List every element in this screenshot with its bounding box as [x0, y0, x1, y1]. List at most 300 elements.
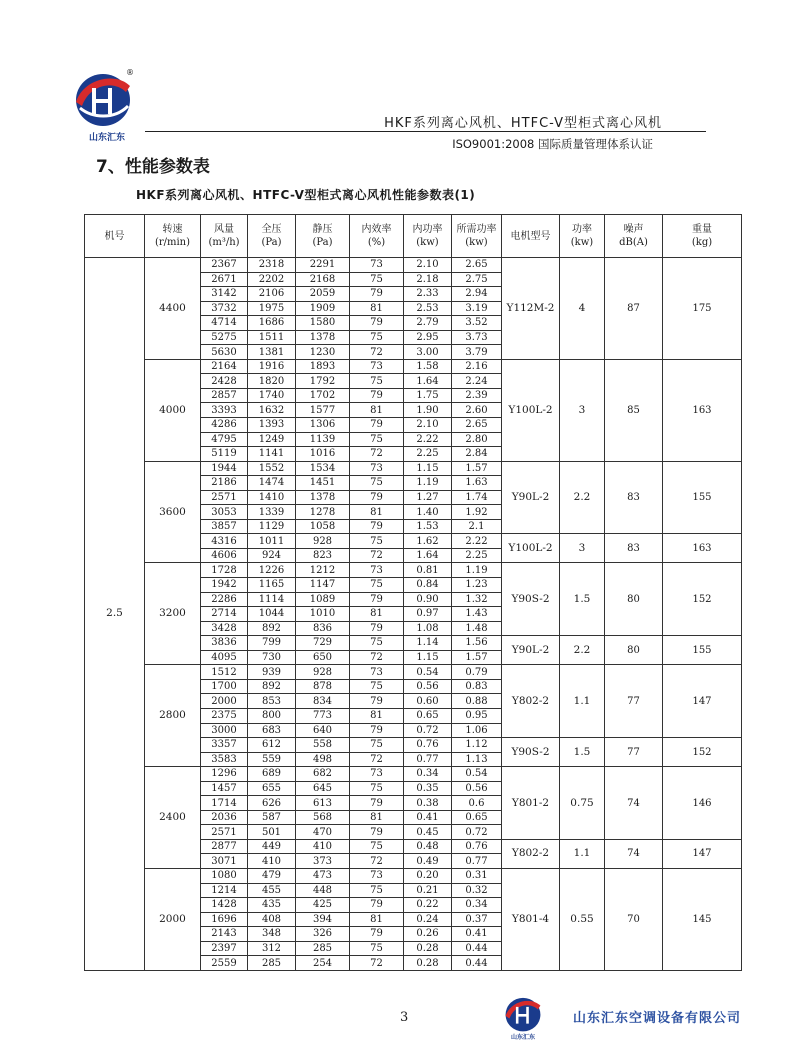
data-cell: 2164: [201, 359, 248, 374]
motor-power-cell: 2.2: [560, 636, 605, 665]
data-cell: 79: [350, 388, 404, 403]
data-cell: 0.34: [452, 898, 502, 913]
data-cell: 81: [350, 403, 404, 418]
data-cell: 75: [350, 781, 404, 796]
data-cell: 72: [350, 345, 404, 360]
data-cell: 1.15: [404, 650, 452, 665]
data-cell: 0.79: [452, 665, 502, 680]
data-cell: 1700: [201, 679, 248, 694]
data-cell: 0.77: [452, 854, 502, 869]
data-cell: 1.92: [452, 505, 502, 520]
motor-model-cell: Y801-4: [502, 868, 560, 970]
data-cell: 924: [248, 548, 296, 563]
noise-cell: 83: [605, 534, 663, 563]
data-cell: 4286: [201, 418, 248, 433]
data-cell: 0.60: [404, 694, 452, 709]
data-cell: 0.88: [452, 694, 502, 709]
data-cell: 4316: [201, 534, 248, 549]
data-cell: 0.31: [452, 868, 502, 883]
data-cell: 3857: [201, 519, 248, 534]
noise-cell: 70: [605, 868, 663, 970]
data-cell: 823: [296, 548, 350, 563]
data-cell: 81: [350, 912, 404, 927]
data-cell: 2.22: [404, 432, 452, 447]
data-cell: 928: [296, 534, 350, 549]
data-cell: 2571: [201, 825, 248, 840]
data-cell: 0.65: [404, 708, 452, 723]
data-cell: 1129: [248, 519, 296, 534]
company-name: 山东汇东空调设备有限公司: [573, 1011, 742, 1026]
data-cell: 1214: [201, 883, 248, 898]
data-cell: 1044: [248, 607, 296, 622]
data-cell: 79: [350, 490, 404, 505]
noise-cell: 80: [605, 563, 663, 636]
footer-logo-emblem-icon: [500, 994, 546, 1034]
column-header: 机号: [85, 215, 145, 258]
data-cell: 1114: [248, 592, 296, 607]
motor-power-cell: 1.1: [560, 665, 605, 738]
data-cell: 0.72: [404, 723, 452, 738]
data-cell: 1632: [248, 403, 296, 418]
speed-cell: 4400: [145, 258, 201, 360]
data-cell: 79: [350, 898, 404, 913]
data-cell: 2559: [201, 956, 248, 971]
data-cell: 1696: [201, 912, 248, 927]
noise-cell: 80: [605, 636, 663, 665]
data-cell: 773: [296, 708, 350, 723]
data-cell: 1457: [201, 781, 248, 796]
weight-cell: 155: [663, 461, 742, 534]
table-row: [85, 563, 742, 578]
data-cell: 683: [248, 723, 296, 738]
column-header: 全压 (Pa): [248, 215, 296, 258]
data-cell: 312: [248, 941, 296, 956]
data-cell: 799: [248, 636, 296, 651]
data-cell: 2367: [201, 258, 248, 273]
data-cell: 79: [350, 927, 404, 942]
data-cell: 75: [350, 636, 404, 651]
data-cell: 2714: [201, 607, 248, 622]
data-cell: 0.6: [452, 796, 502, 811]
noise-cell: 87: [605, 258, 663, 360]
data-cell: 928: [296, 665, 350, 680]
data-cell: 2.18: [404, 272, 452, 287]
data-cell: 0.56: [452, 781, 502, 796]
data-cell: 410: [248, 854, 296, 869]
data-cell: 1.64: [404, 548, 452, 563]
data-cell: 410: [296, 839, 350, 854]
data-cell: 0.28: [404, 956, 452, 971]
data-cell: 2.33: [404, 287, 452, 302]
footer-logo: [500, 994, 546, 1046]
data-cell: 1686: [248, 316, 296, 331]
data-cell: 81: [350, 607, 404, 622]
data-cell: 1393: [248, 418, 296, 433]
data-cell: 75: [350, 941, 404, 956]
data-cell: 1728: [201, 563, 248, 578]
data-cell: 2375: [201, 708, 248, 723]
data-cell: 1226: [248, 563, 296, 578]
noise-cell: 74: [605, 839, 663, 868]
data-cell: 655: [248, 781, 296, 796]
data-cell: 0.21: [404, 883, 452, 898]
data-cell: 5119: [201, 447, 248, 462]
data-cell: 79: [350, 316, 404, 331]
data-cell: 2.94: [452, 287, 502, 302]
motor-power-cell: 1.5: [560, 563, 605, 636]
motor-model-cell: Y90L-2: [502, 636, 560, 665]
data-cell: 1.32: [452, 592, 502, 607]
data-cell: 1296: [201, 767, 248, 782]
data-cell: 1010: [296, 607, 350, 622]
motor-power-cell: 4: [560, 258, 605, 360]
data-cell: 568: [296, 810, 350, 825]
data-cell: 1.15: [404, 461, 452, 476]
motor-power-cell: 0.75: [560, 767, 605, 840]
data-cell: 0.45: [404, 825, 452, 840]
column-header: 重量 (kg): [663, 215, 742, 258]
weight-cell: 145: [663, 868, 742, 970]
table-row: [85, 258, 742, 273]
data-cell: 1511: [248, 330, 296, 345]
logo-emblem-icon: [70, 68, 136, 130]
data-cell: 2.75: [452, 272, 502, 287]
data-cell: 81: [350, 301, 404, 316]
data-cell: 2.24: [452, 374, 502, 389]
speed-cell: 4000: [145, 359, 201, 461]
motor-model-cell: Y802-2: [502, 839, 560, 868]
data-cell: 0.56: [404, 679, 452, 694]
data-cell: 729: [296, 636, 350, 651]
data-cell: 1147: [296, 578, 350, 593]
motor-model-cell: Y90S-2: [502, 738, 560, 767]
data-cell: 2.16: [452, 359, 502, 374]
data-cell: 2857: [201, 388, 248, 403]
data-cell: 1165: [248, 578, 296, 593]
data-cell: 79: [350, 418, 404, 433]
data-cell: 1.57: [452, 461, 502, 476]
data-cell: 1.75: [404, 388, 452, 403]
performance-table: [84, 214, 742, 971]
data-cell: 285: [248, 956, 296, 971]
data-cell: 81: [350, 505, 404, 520]
data-cell: 2.84: [452, 447, 502, 462]
motor-power-cell: 2.2: [560, 461, 605, 534]
data-cell: 2318: [248, 258, 296, 273]
data-cell: 72: [350, 956, 404, 971]
data-cell: 1.40: [404, 505, 452, 520]
data-cell: 75: [350, 578, 404, 593]
motor-model-cell: Y802-2: [502, 665, 560, 738]
column-header: 转速 (r/min): [145, 215, 201, 258]
data-cell: 448: [296, 883, 350, 898]
data-cell: 1378: [296, 490, 350, 505]
data-cell: 3393: [201, 403, 248, 418]
data-cell: 558: [296, 738, 350, 753]
data-cell: 435: [248, 898, 296, 913]
data-cell: 73: [350, 258, 404, 273]
data-cell: 612: [248, 738, 296, 753]
speed-cell: 3200: [145, 563, 201, 665]
data-cell: 682: [296, 767, 350, 782]
table-row: [85, 767, 742, 782]
data-cell: 853: [248, 694, 296, 709]
data-cell: 72: [350, 447, 404, 462]
data-cell: 1.06: [452, 723, 502, 738]
data-cell: 408: [248, 912, 296, 927]
data-cell: 0.22: [404, 898, 452, 913]
data-cell: 2202: [248, 272, 296, 287]
data-cell: 1.08: [404, 621, 452, 636]
noise-cell: 77: [605, 738, 663, 767]
table-header-row: [85, 215, 742, 258]
motor-model-cell: Y801-2: [502, 767, 560, 840]
data-cell: 0.44: [452, 956, 502, 971]
data-cell: 1792: [296, 374, 350, 389]
column-header: 噪声 dB(A): [605, 215, 663, 258]
motor-model-cell: Y112M-2: [502, 258, 560, 360]
data-cell: 0.76: [452, 839, 502, 854]
data-cell: 800: [248, 708, 296, 723]
data-cell: 836: [296, 621, 350, 636]
data-cell: 3.52: [452, 316, 502, 331]
data-cell: 1714: [201, 796, 248, 811]
data-cell: 626: [248, 796, 296, 811]
data-cell: 2.25: [452, 548, 502, 563]
data-cell: 1016: [296, 447, 350, 462]
data-cell: 3428: [201, 621, 248, 636]
data-cell: 1381: [248, 345, 296, 360]
registered-mark: ®: [126, 68, 134, 77]
data-cell: 72: [350, 854, 404, 869]
data-cell: 1.12: [452, 738, 502, 753]
data-cell: 2571: [201, 490, 248, 505]
data-cell: 79: [350, 592, 404, 607]
data-cell: 75: [350, 839, 404, 854]
data-cell: 2.65: [452, 258, 502, 273]
data-cell: 892: [248, 621, 296, 636]
data-cell: 2428: [201, 374, 248, 389]
data-cell: 473: [296, 868, 350, 883]
data-cell: 2671: [201, 272, 248, 287]
data-cell: 81: [350, 708, 404, 723]
data-cell: 254: [296, 956, 350, 971]
data-cell: 1.19: [404, 476, 452, 491]
data-cell: 0.32: [452, 883, 502, 898]
data-cell: 0.41: [404, 810, 452, 825]
data-cell: 0.54: [404, 665, 452, 680]
data-cell: 2877: [201, 839, 248, 854]
weight-cell: 147: [663, 839, 742, 868]
data-cell: 72: [350, 752, 404, 767]
data-cell: 3.00: [404, 345, 452, 360]
noise-cell: 83: [605, 461, 663, 534]
motor-power-cell: 3: [560, 359, 605, 461]
data-cell: 501: [248, 825, 296, 840]
column-header: 功率 (kw): [560, 215, 605, 258]
data-cell: 285: [296, 941, 350, 956]
data-cell: 2.10: [404, 418, 452, 433]
data-cell: 0.41: [452, 927, 502, 942]
data-cell: 1.23: [452, 578, 502, 593]
data-cell: 1.64: [404, 374, 452, 389]
data-cell: 2168: [296, 272, 350, 287]
data-cell: 1141: [248, 447, 296, 462]
motor-model-cell: Y100L-2: [502, 359, 560, 461]
data-cell: 75: [350, 679, 404, 694]
data-cell: 4714: [201, 316, 248, 331]
data-cell: 1.63: [452, 476, 502, 491]
data-cell: 79: [350, 723, 404, 738]
data-cell: 1.27: [404, 490, 452, 505]
data-cell: 4095: [201, 650, 248, 665]
data-cell: 0.34: [404, 767, 452, 782]
data-cell: 1893: [296, 359, 350, 374]
data-cell: 2.39: [452, 388, 502, 403]
data-cell: 2.60: [452, 403, 502, 418]
data-cell: 2.80: [452, 432, 502, 447]
weight-cell: 155: [663, 636, 742, 665]
data-cell: 75: [350, 534, 404, 549]
data-cell: 3836: [201, 636, 248, 651]
weight-cell: 175: [663, 258, 742, 360]
data-cell: 640: [296, 723, 350, 738]
data-cell: 73: [350, 767, 404, 782]
column-header: 所需功率 (kw): [452, 215, 502, 258]
data-cell: 0.20: [404, 868, 452, 883]
weight-cell: 152: [663, 738, 742, 767]
table-title: HKF系列离心风机、HTFC-V型柜式离心风机性能参数表(1): [136, 188, 476, 202]
speed-cell: 2000: [145, 868, 201, 970]
data-cell: 1080: [201, 868, 248, 883]
data-cell: 479: [248, 868, 296, 883]
data-cell: 1278: [296, 505, 350, 520]
data-cell: 689: [248, 767, 296, 782]
data-cell: 4795: [201, 432, 248, 447]
data-cell: 939: [248, 665, 296, 680]
data-cell: 0.48: [404, 839, 452, 854]
data-cell: 834: [296, 694, 350, 709]
data-cell: 1410: [248, 490, 296, 505]
data-cell: 0.37: [452, 912, 502, 927]
data-cell: 1944: [201, 461, 248, 476]
data-cell: 1909: [296, 301, 350, 316]
data-cell: 73: [350, 563, 404, 578]
data-cell: 1.48: [452, 621, 502, 636]
data-cell: 1.90: [404, 403, 452, 418]
data-cell: 1378: [296, 330, 350, 345]
footer-logo-text: 山东汇东: [510, 1034, 535, 1041]
data-cell: 1.74: [452, 490, 502, 505]
data-cell: 2186: [201, 476, 248, 491]
data-cell: 2143: [201, 927, 248, 942]
data-cell: 0.95: [452, 708, 502, 723]
data-cell: 73: [350, 665, 404, 680]
data-cell: 0.83: [452, 679, 502, 694]
motor-power-cell: 1.1: [560, 839, 605, 868]
data-cell: 1.58: [404, 359, 452, 374]
motor-model-cell: Y100L-2: [502, 534, 560, 563]
data-cell: 2000: [201, 694, 248, 709]
data-cell: 1428: [201, 898, 248, 913]
column-header: 内效率 (%): [350, 215, 404, 258]
data-cell: 1740: [248, 388, 296, 403]
data-cell: 0.28: [404, 941, 452, 956]
weight-cell: 163: [663, 359, 742, 461]
data-cell: 3732: [201, 301, 248, 316]
motor-power-cell: 1.5: [560, 738, 605, 767]
noise-cell: 77: [605, 665, 663, 738]
column-header: 电机型号: [502, 215, 560, 258]
data-cell: 2286: [201, 592, 248, 607]
data-cell: 75: [350, 330, 404, 345]
data-cell: 2106: [248, 287, 296, 302]
data-cell: 455: [248, 883, 296, 898]
data-cell: 3000: [201, 723, 248, 738]
data-cell: 0.72: [452, 825, 502, 840]
data-cell: 650: [296, 650, 350, 665]
data-cell: 1306: [296, 418, 350, 433]
data-cell: 498: [296, 752, 350, 767]
data-cell: 0.84: [404, 578, 452, 593]
data-cell: 1249: [248, 432, 296, 447]
data-cell: 613: [296, 796, 350, 811]
data-cell: 72: [350, 650, 404, 665]
data-cell: 1942: [201, 578, 248, 593]
data-cell: 3357: [201, 738, 248, 753]
data-cell: 2.65: [452, 418, 502, 433]
data-cell: 3142: [201, 287, 248, 302]
motor-power-cell: 0.55: [560, 868, 605, 970]
motor-model-cell: Y90L-2: [502, 461, 560, 534]
data-cell: 0.26: [404, 927, 452, 942]
data-cell: 2059: [296, 287, 350, 302]
data-cell: 425: [296, 898, 350, 913]
data-cell: 1339: [248, 505, 296, 520]
data-cell: 3.73: [452, 330, 502, 345]
data-cell: 75: [350, 738, 404, 753]
data-cell: 2.53: [404, 301, 452, 316]
data-cell: 0.65: [452, 810, 502, 825]
data-cell: 4606: [201, 548, 248, 563]
data-cell: 0.38: [404, 796, 452, 811]
data-cell: 559: [248, 752, 296, 767]
data-cell: 587: [248, 810, 296, 825]
data-cell: 5275: [201, 330, 248, 345]
column-header: 风量 (m³/h): [201, 215, 248, 258]
data-cell: 0.90: [404, 592, 452, 607]
noise-cell: 74: [605, 767, 663, 840]
data-cell: 79: [350, 287, 404, 302]
data-cell: 2397: [201, 941, 248, 956]
weight-cell: 163: [663, 534, 742, 563]
data-cell: 2.79: [404, 316, 452, 331]
data-cell: 1212: [296, 563, 350, 578]
data-cell: 3.19: [452, 301, 502, 316]
noise-cell: 85: [605, 359, 663, 461]
data-cell: 645: [296, 781, 350, 796]
data-cell: 2.1: [452, 519, 502, 534]
data-cell: 2.25: [404, 447, 452, 462]
data-cell: 79: [350, 519, 404, 534]
data-cell: 1512: [201, 665, 248, 680]
data-cell: 1.62: [404, 534, 452, 549]
data-cell: 1139: [296, 432, 350, 447]
data-cell: 892: [248, 679, 296, 694]
data-cell: 3583: [201, 752, 248, 767]
data-cell: 348: [248, 927, 296, 942]
weight-cell: 152: [663, 563, 742, 636]
